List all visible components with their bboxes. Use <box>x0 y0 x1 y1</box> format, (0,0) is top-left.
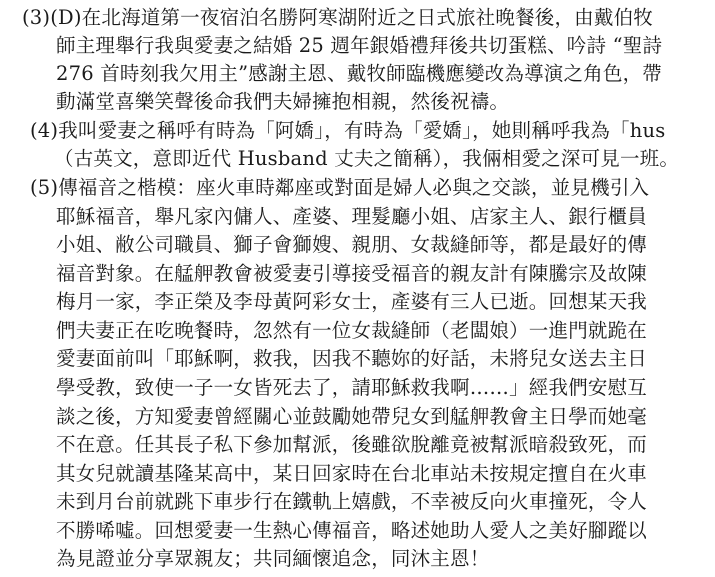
text-line-19: 不勝唏噓。回想愛妻一生熱心傳福音，略述她助人愛人之美好腳蹤以 <box>56 519 648 542</box>
text-line-13: 愛妻面前叫「耶穌啊，救我，因我不聽妳的好話，未將兒女送去主日 <box>56 347 648 370</box>
text-line-1: (3)(D)在北海道第一夜宿泊名勝阿寒湖附近之日式旅社晚餐後，由戴伯牧 <box>22 6 653 29</box>
text-line-15: 談之後，方知愛妻曾經關心並鼓勵她帶兒女到艋舺教會主日學而她毫 <box>56 405 648 428</box>
text-line-12: 們夫妻正在吃晚餐時，忽然有一位女裁縫師（老闆娘）一進門就跪在 <box>56 319 648 342</box>
text-line-17: 其女兒就讀基隆某高中，某日回家時在台北車站未按規定擅自在火車 <box>56 462 648 485</box>
text-line-9: 小姐、敝公司職員、獅子會獅嫂、親朋、女裁縫師等，都是最好的傳 <box>56 233 648 256</box>
text-line-2: 師主理舉行我與愛妻之結婚 25 週年銀婚禮拜後共切蛋糕、吟詩 “聖詩 <box>56 34 663 57</box>
text-line-10: 福音對象。在艋舺教會被愛妻引導接受福音的親友計有陳騰宗及故陳 <box>56 262 648 285</box>
text-line-3: 276 首時刻我欠用主”感謝主恩、戴牧師臨機應變改為導演之角色，帶 <box>56 62 662 85</box>
text-line-18: 未到月台前就跳下車步行在鐵軌上嬉戲，不幸被反向火車撞死，令人 <box>56 490 648 513</box>
text-line-5: (4)我叫愛妻之稱呼有時為「阿嬌」，有時為「愛嬌」，她則稱呼我為「hus <box>30 119 666 142</box>
text-line-20: 為見證並分享眾親友；共同緬懷追念，同沐主恩！ <box>56 547 490 570</box>
text-line-11: 梅月一家，李正榮及李母黃阿彩女士，產婆有三人已逝。回想某天我 <box>56 290 648 313</box>
text-line-8: 耶穌福音，舉凡家內傭人、產婆、理髮廳小姐、店家主人、銀行櫃員 <box>56 205 648 228</box>
text-line-14: 學受教，致使一子一女皆死去了，請耶穌救我啊……」經我們安慰互 <box>56 376 648 399</box>
text-line-4: 動滿堂喜樂笑聲後命我們夫婦擁抱相親，然後祝禱。 <box>56 90 510 113</box>
text-line-16: 不在意。任其長子私下參加幫派，後雖欲脫離竟被幫派暗殺致死，而 <box>56 433 648 456</box>
text-line-6: （古英文，意即近代 Husband 丈夫之簡稱），我倆相愛之深可見一班。 <box>54 147 680 170</box>
text-line-7: (5)傳福音之楷模：座火車時鄰座或對面是婦人必與之交談，並見機引入 <box>30 176 650 199</box>
